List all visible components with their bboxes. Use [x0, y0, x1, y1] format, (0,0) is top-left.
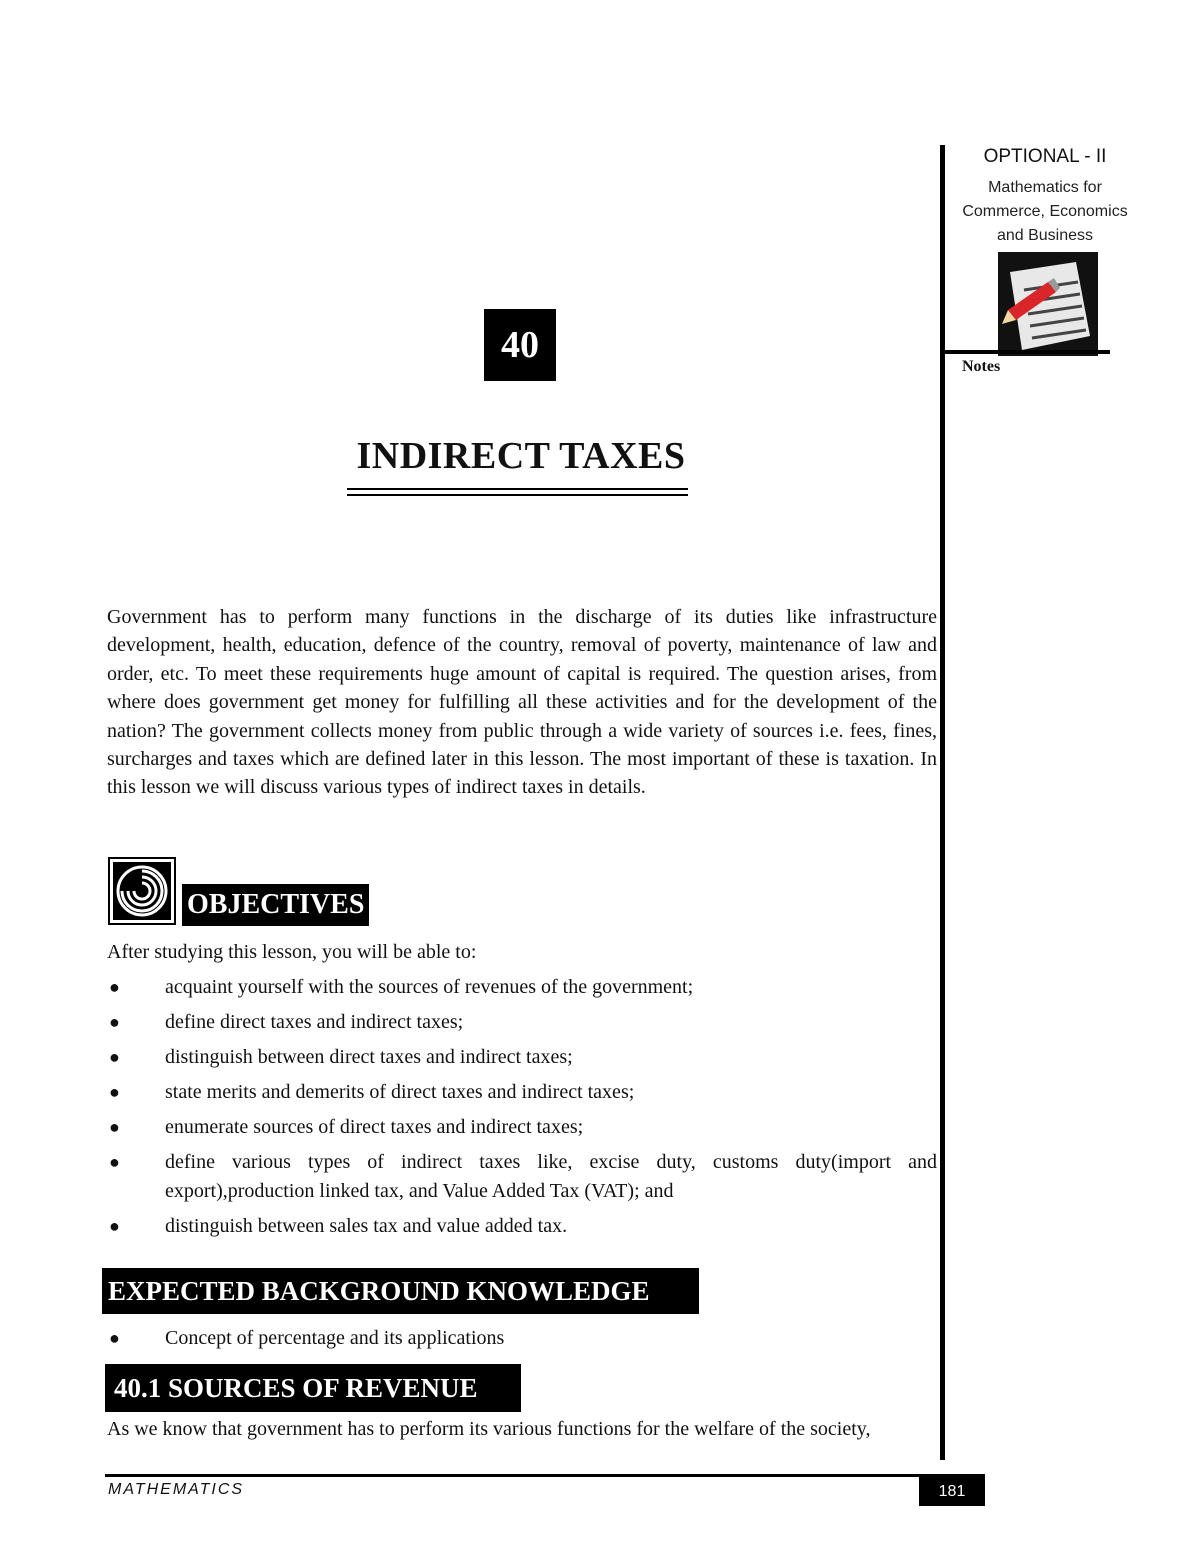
objectives-list [107, 973, 937, 1247]
target-spiral-icon [108, 857, 176, 925]
notes-rule [945, 350, 1110, 354]
bullet: ● [109, 1152, 120, 1172]
chapter-title: INDIRECT TAXES [356, 435, 686, 477]
bullet: ● [109, 1012, 120, 1032]
list-item [107, 1078, 937, 1107]
chapter-number: 40 [484, 309, 556, 381]
page-number: 181 [919, 1477, 985, 1506]
list-item [107, 1008, 937, 1037]
title-underline [347, 494, 688, 496]
objectives-lead: After studying this lesson, you will be able to: [107, 941, 477, 963]
notes-label: Notes [962, 358, 1001, 375]
list-item [107, 1043, 937, 1072]
subject-line: Mathematics for [988, 179, 1102, 196]
section-heading: 40.1 SOURCES OF REVENUE [105, 1364, 521, 1412]
list-item-text: distinguish between sales tax and value added tax. [165, 1215, 568, 1237]
list-item-text: define direct taxes and indirect taxes; [165, 1011, 464, 1033]
footer-rule [105, 1474, 985, 1477]
bullet: ● [109, 1047, 120, 1067]
bullet: ● [109, 977, 120, 997]
subject-label [950, 176, 1140, 248]
notepad-pencil-icon [998, 252, 1098, 356]
bullet: ● [109, 1216, 120, 1236]
section-paragraph: As we know that government has to perform its various functions for the welfare of the society, [107, 1418, 871, 1440]
bullet: ● [109, 1117, 120, 1137]
list-item-text: state merits and demerits of direct taxes and indirect taxes; [165, 1081, 635, 1103]
subject-line: and Business [996, 227, 1094, 244]
bullet: ● [109, 1082, 120, 1102]
list-item-text: enumerate sources of direct taxes and indirect taxes; [165, 1116, 584, 1138]
list-item-text: define various types of indirect taxes like, excise duty, customs duty(import and export),production linked tax, and Value Added Tax (VAT); and [165, 1151, 937, 1202]
list-item [107, 1113, 937, 1142]
footer-subject: MATHEMATICS [108, 1481, 245, 1498]
intro-paragraph: Government has to perform many functions in the discharge of its duties like infrastructure development, health, education, defence of the country, removal of poverty, maintenance of law and order, etc. To meet these requirements huge amount of capital is required. The question arises, from where does government get money for fulfilling all these activities and for the development of the nation? The government collects money from public through a wide variety of sources i.e. fees, fines, surcharges and taxes which are defined later in this lesson. The most important of these is taxation. In this lesson we will discuss various types of indirect taxes in details. [107, 606, 937, 799]
objectives-heading: OBJECTIVES [182, 884, 369, 926]
optional-label: OPTIONAL - II [983, 146, 1107, 167]
list-item [107, 1324, 937, 1353]
subject-line: Commerce, Economics [962, 203, 1128, 220]
list-item-text: acquaint yourself with the sources of revenues of the government; [165, 976, 694, 998]
list-item [107, 973, 937, 1002]
list-item-text: Concept of percentage and its applications [165, 1327, 505, 1349]
list-item-text: distinguish between direct taxes and indirect taxes; [165, 1046, 573, 1068]
background-heading: EXPECTED BACKGROUND KNOWLEDGE [102, 1268, 699, 1314]
margin-vertical-rule [940, 145, 945, 1460]
bullet: ● [109, 1328, 120, 1348]
list-item [107, 1212, 937, 1241]
title-underline [347, 488, 688, 490]
list-item [107, 1148, 937, 1206]
background-list [107, 1324, 937, 1353]
